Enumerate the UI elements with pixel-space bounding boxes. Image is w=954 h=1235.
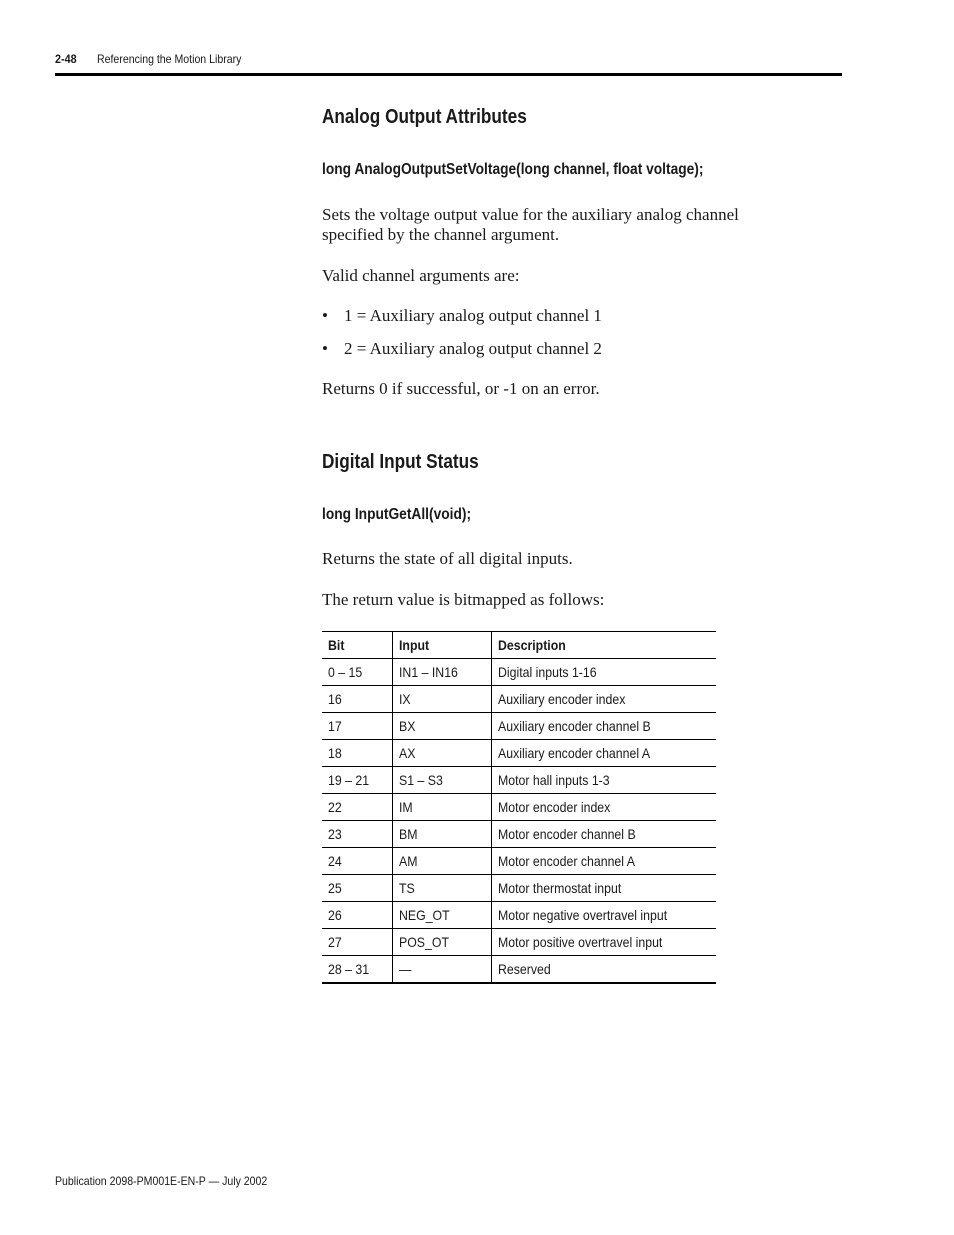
bit-cell: 19 – 21: [322, 767, 393, 794]
chapter-title: Referencing the Motion Library: [97, 52, 242, 66]
table-row: [322, 659, 716, 686]
bit-cell: 25: [322, 875, 393, 902]
column-header-bit: Bit: [322, 632, 393, 659]
table-row: [322, 929, 716, 956]
bitmap-intro: The return value is bitmapped as follows:: [322, 590, 605, 609]
bitmap-table: [322, 631, 716, 984]
valid-channels-intro: Valid channel arguments are:: [322, 266, 520, 285]
input-cell: AX: [393, 740, 492, 767]
page-header: [55, 52, 842, 76]
input-cell: TS: [393, 875, 492, 902]
input-cell: S1 – S3: [393, 767, 492, 794]
bit-cell: 18: [322, 740, 393, 767]
section-heading-digital-input: Digital Input Status: [322, 451, 479, 473]
bit-cell: 26: [322, 902, 393, 929]
description-cell: Auxiliary encoder channel A: [492, 740, 717, 767]
description-cell: Reserved: [492, 956, 717, 984]
input-cell: BX: [393, 713, 492, 740]
description-cell: Auxiliary encoder index: [492, 686, 717, 713]
section-heading-analog-output: Analog Output Attributes: [322, 106, 527, 128]
table-row: [322, 821, 716, 848]
bit-cell: 0 – 15: [322, 659, 393, 686]
input-cell: —: [393, 956, 492, 984]
input-cell: BM: [393, 821, 492, 848]
bit-cell: 23: [322, 821, 393, 848]
analog-output-returns: Returns 0 if successful, or -1 on an error.: [322, 379, 600, 398]
input-cell: IX: [393, 686, 492, 713]
table-row: [322, 686, 716, 713]
bullet-icon: •: [322, 339, 328, 358]
function-signature-analog-output-set-voltage: long AnalogOutputSetVoltage(long channel, float voltage);: [322, 161, 704, 178]
table-row: [322, 794, 716, 821]
description-cell: Motor encoder channel B: [492, 821, 717, 848]
input-cell: IM: [393, 794, 492, 821]
table-row: [322, 848, 716, 875]
bit-cell: 27: [322, 929, 393, 956]
table-row: [322, 713, 716, 740]
description-cell: Digital inputs 1-16: [492, 659, 717, 686]
bit-cell: 16: [322, 686, 393, 713]
bit-cell: 28 – 31: [322, 956, 393, 984]
table-row: [322, 956, 716, 984]
column-header-input: Input: [393, 632, 492, 659]
description-cell: Motor negative overtravel input: [492, 902, 717, 929]
function-signature-input-get-all: long InputGetAll(void);: [322, 506, 472, 523]
publication-info: Publication 2098-PM001E-EN-P — July 2002: [55, 1174, 268, 1188]
page-number: 2-48: [55, 52, 77, 66]
input-cell: AM: [393, 848, 492, 875]
description-cell: Motor positive overtravel input: [492, 929, 717, 956]
table-row: [322, 902, 716, 929]
description-cell: Motor encoder channel A: [492, 848, 717, 875]
table-row: [322, 740, 716, 767]
table-row: [322, 767, 716, 794]
bullet-icon: •: [322, 306, 328, 325]
table-row: [322, 875, 716, 902]
page-footer: [55, 1174, 296, 1188]
input-cell: IN1 – IN16: [393, 659, 492, 686]
bit-cell: 24: [322, 848, 393, 875]
input-cell: POS_OT: [393, 929, 492, 956]
input-cell: NEG_OT: [393, 902, 492, 929]
bit-cell: 17: [322, 713, 393, 740]
description-cell: Motor encoder index: [492, 794, 717, 821]
description-cell: Motor thermostat input: [492, 875, 717, 902]
description-cell: Motor hall inputs 1-3: [492, 767, 717, 794]
bit-cell: 22: [322, 794, 393, 821]
analog-output-description: Sets the voltage output value for the auxiliary analog channel specified by the channel argument.: [322, 205, 739, 244]
column-header-description: Description: [492, 632, 717, 659]
table-header-row: [322, 632, 716, 659]
digital-input-description: Returns the state of all digital inputs.: [322, 549, 573, 568]
description-cell: Auxiliary encoder channel B: [492, 713, 717, 740]
